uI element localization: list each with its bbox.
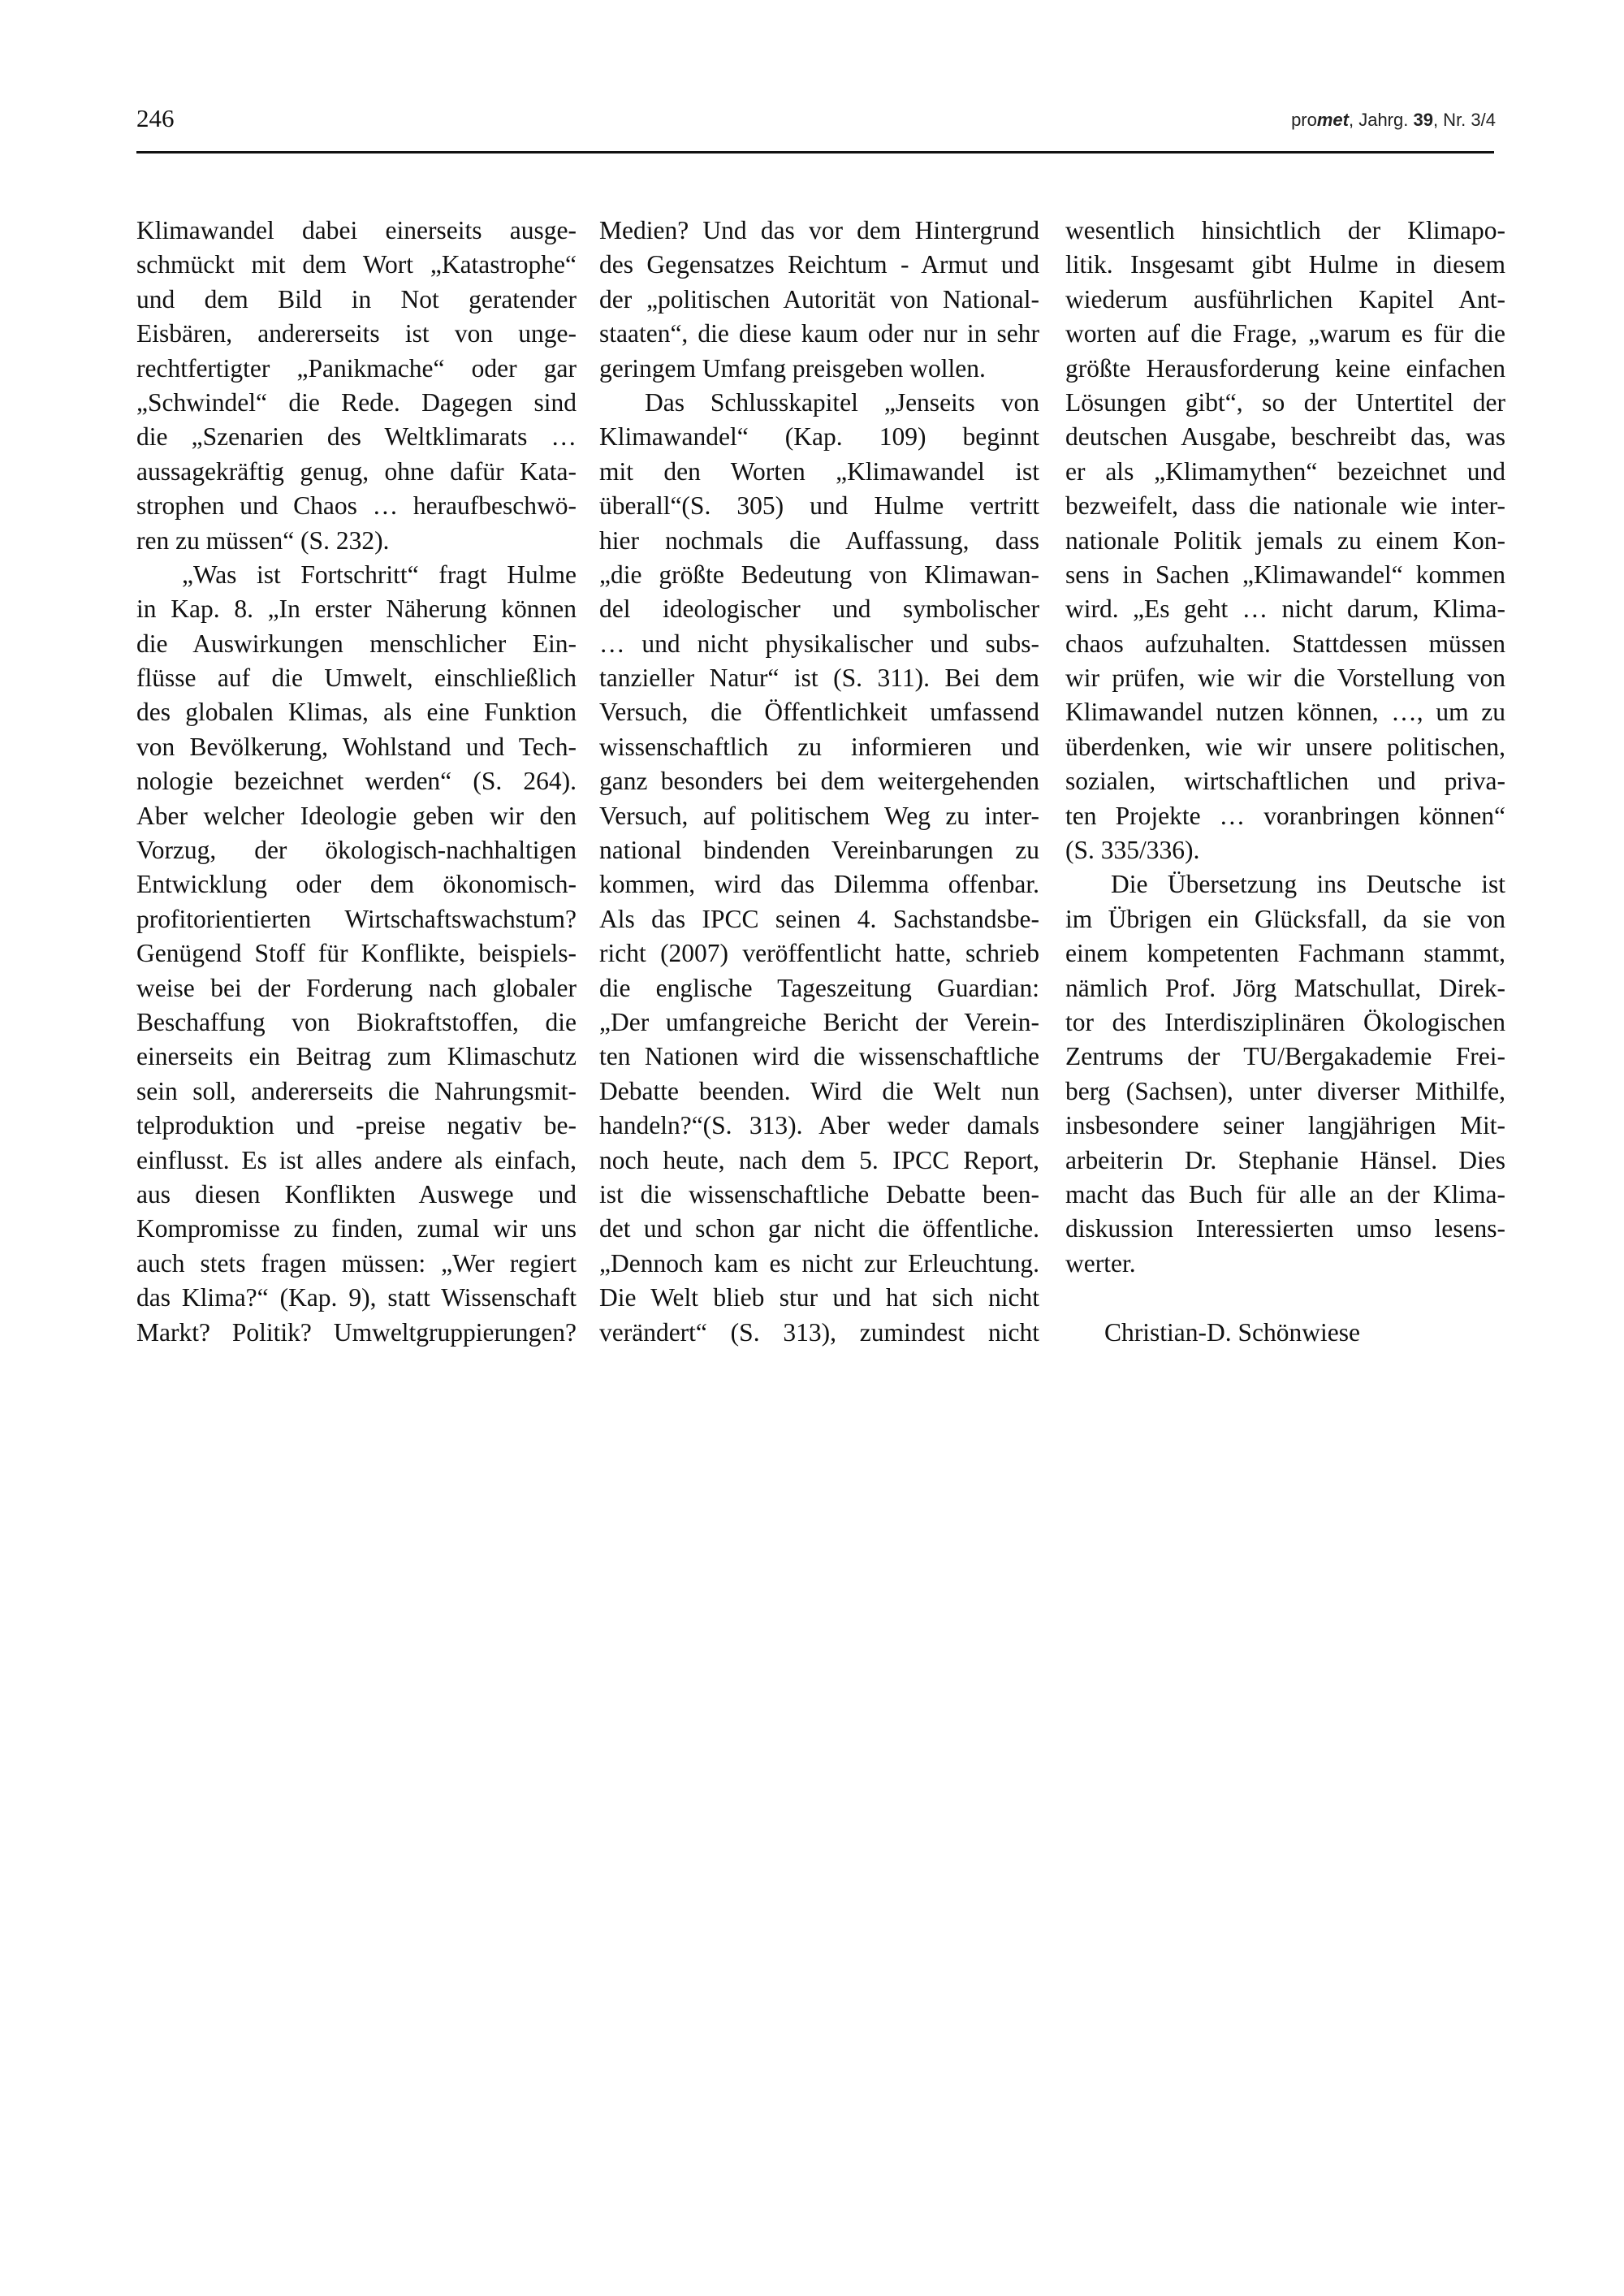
text-line: Kompromisse zu finden, zumal wir uns xyxy=(136,1214,577,1243)
text-column-3 xyxy=(1065,214,1505,1350)
text-line: hier nochmals die Auffassung, dass xyxy=(599,525,1039,555)
text-line: einflusst. Es ist alles andere als einfach, xyxy=(136,1145,577,1174)
text-line: in Kap. 8. „In erster Näherung können xyxy=(136,595,577,624)
text-line: größte Herausforderung keine einfachen xyxy=(1065,353,1505,383)
text-line: „Dennoch kam es nicht zur Erleuchtung. xyxy=(599,1248,1039,1278)
text-line: nämlich Prof. Jörg Matschullat, Direk- xyxy=(1065,973,1505,1002)
text-line: wissenschaftlich zu informieren und xyxy=(599,732,1039,761)
spacer xyxy=(1065,1281,1505,1315)
text-column-2 xyxy=(599,214,1039,1350)
text-line: die Auswirkungen menschlicher Ein- xyxy=(136,629,577,658)
text-line: einem kompetenten Fachmann stammt, xyxy=(1065,939,1505,968)
text-line: schmückt mit dem Wort „Katastrophe“ xyxy=(136,250,577,279)
text-line: Markt? Politik? Umweltgruppierungen? xyxy=(136,1317,577,1347)
text-line: sens in Sachen „Klimawandel“ kommen xyxy=(1065,560,1505,589)
text-line: richt (2007) veröffentlicht hatte, schrieb xyxy=(599,939,1039,968)
text-line: wir prüfen, wie wir die Vorstellung von xyxy=(1065,664,1505,693)
text-line: wiederum ausführlichen Kapitel Ant- xyxy=(1065,284,1505,313)
text-line: arbeiterin Dr. Stephanie Hänsel. Dies xyxy=(1065,1145,1505,1174)
text-line: Das Schlusskapitel „Jenseits von xyxy=(645,387,1039,417)
text-line: Debatte beenden. Wird die Welt nun xyxy=(599,1076,1039,1105)
journal-name-pro: pro xyxy=(1291,110,1317,130)
text-line: Klimawandel“ (Kap. 109) beginnt xyxy=(599,422,1039,452)
text-line: tor des Interdisziplinären Ökologischen xyxy=(1065,1007,1505,1036)
text-line: Zentrums der TU/Bergakademie Frei- xyxy=(1065,1042,1505,1071)
text-column-1 xyxy=(136,214,577,1350)
text-line: nologie bezeichnet werden“ (S. 264). xyxy=(136,767,577,796)
text-line: „Was ist Fortschritt“ fragt Hulme xyxy=(182,560,577,589)
text-line: deutschen Ausgabe, beschreibt das, was xyxy=(1065,422,1505,452)
text-line: telproduktion und -preise negativ be- xyxy=(136,1111,577,1140)
text-line: handeln?“(S. 313). Aber weder damals xyxy=(599,1111,1039,1140)
text-line: und dem Bild in Not geratender xyxy=(136,284,577,313)
text-line: „Der umfangreiche Bericht der Verein- xyxy=(599,1007,1039,1036)
author-signature: Christian-D. Schönwiese xyxy=(1104,1317,1360,1347)
text-line: Versuch, die Öffentlichkeit umfassend xyxy=(599,698,1039,727)
text-line: Klimawandel nutzen können, …, um zu xyxy=(1065,698,1505,727)
text-line: er als „Klimamythen“ bezeichnet und xyxy=(1065,456,1505,486)
journal-year: 39 xyxy=(1413,110,1433,130)
text-line: des globalen Klimas, als eine Funktion xyxy=(136,698,577,727)
text-line: die englische Tageszeitung Guardian: xyxy=(599,973,1039,1002)
text-line: von Bevölkerung, Wohlstand und Tech- xyxy=(136,732,577,761)
text-line: wird. „Es geht … nicht darum, Klima- xyxy=(1065,595,1505,624)
text-line: Vorzug, der ökologisch-nachhaltigen xyxy=(136,836,577,865)
text-line: im Übrigen ein Glücksfall, da sie von xyxy=(1065,904,1505,933)
text-line: Eisbären, andererseits ist von unge- xyxy=(136,319,577,348)
text-line: national bindenden Vereinbarungen zu xyxy=(599,836,1039,865)
text-line: werter. xyxy=(1065,1248,1136,1278)
text-line: … und nicht physikalischer und subs- xyxy=(599,629,1039,658)
text-line: rechtfertigter „Panikmache“ oder gar xyxy=(136,353,577,383)
text-line: ren zu müssen“ (S. 232). xyxy=(136,525,390,555)
text-line: ten Nationen wird die wissenschaftliche xyxy=(599,1042,1039,1071)
text-line: „die größte Bedeutung von Klimawan- xyxy=(599,560,1039,589)
text-line: sozialen, wirtschaftlichen und priva- xyxy=(1065,767,1505,796)
text-line: verändert“ (S. 313), zumindest nicht xyxy=(599,1317,1039,1347)
text-line: „Schwindel“ die Rede. Dagegen sind xyxy=(136,387,577,417)
text-line: aussagekräftig genug, ohne dafür Kata- xyxy=(136,456,577,486)
text-line: Die Welt blieb stur und hat sich nicht xyxy=(599,1283,1039,1312)
text-line: Lösungen gibt“, so der Untertitel der xyxy=(1065,387,1505,417)
text-line: profitorientierten Wirtschaftswachstum? xyxy=(136,904,577,933)
text-line: flüsse auf die Umwelt, einschließlich xyxy=(136,664,577,693)
text-line: Genügend Stoff für Konflikte, beispiels- xyxy=(136,939,577,968)
header-rule xyxy=(136,151,1494,153)
text-line: strophen und Chaos … heraufbeschwö- xyxy=(136,491,577,521)
text-line: ten Projekte … voranbringen können“ xyxy=(1065,801,1505,830)
text-line: der „politischen Autorität von National- xyxy=(599,284,1039,313)
text-line: nationale Politik jemals zu einem Kon- xyxy=(1065,525,1505,555)
text-line: überdenken, wie wir unsere politischen, xyxy=(1065,732,1505,761)
text-line: Aber welcher Ideologie geben wir den xyxy=(136,801,577,830)
text-line: Medien? Und das vor dem Hintergrund xyxy=(599,216,1039,244)
text-line: (S. 335/336). xyxy=(1065,836,1200,865)
text-line: kommen, wird das Dilemma offenbar. xyxy=(599,870,1039,899)
text-line: insbesondere seiner langjährigen Mit- xyxy=(1065,1111,1505,1140)
journal-year-label: , Jahrg. xyxy=(1348,110,1414,130)
text-line: worten auf die Frage, „warum es für die xyxy=(1065,319,1505,348)
page-number: 246 xyxy=(136,104,175,132)
text-line: das Klima?“ (Kap. 9), statt Wissenschaft xyxy=(136,1283,577,1312)
text-line: ist die wissenschaftliche Debatte been- xyxy=(599,1179,1039,1209)
text-line: Als das IPCC seinen 4. Sachstandsbe- xyxy=(599,904,1039,933)
text-line: diskussion Interessierten umso lesens- xyxy=(1065,1214,1505,1243)
text-line: ganz besonders bei dem weitergehenden xyxy=(599,767,1039,796)
journal-name-met: met xyxy=(1316,110,1349,130)
text-line: Entwicklung oder dem ökonomisch- xyxy=(136,870,577,899)
text-line: Die Übersetzung ins Deutsche ist xyxy=(1111,870,1505,899)
text-line: mit den Worten „Klimawandel ist xyxy=(599,456,1039,486)
text-line: weise bei der Forderung nach globaler xyxy=(136,973,577,1002)
text-line: macht das Buch für alle an der Klima- xyxy=(1065,1179,1505,1209)
text-line: litik. Insgesamt gibt Hulme in diesem xyxy=(1065,250,1505,279)
text-line: wesentlich hinsichtlich der Klimapo- xyxy=(1065,216,1505,244)
text-line: überall“(S. 305) und Hulme vertritt xyxy=(599,491,1039,521)
text-line: det und schon gar nicht die öffentliche. xyxy=(599,1214,1039,1243)
text-line: des Gegensatzes Reichtum - Armut und xyxy=(599,250,1039,279)
journal-reference xyxy=(1291,109,1496,132)
text-line: Beschaffung von Biokraftstoffen, die xyxy=(136,1007,577,1036)
journal-issue: , Nr. 3/4 xyxy=(1432,110,1496,130)
text-line: die „Szenarien des Weltklimarats … xyxy=(136,422,577,452)
text-line: Klimawandel dabei einerseits ausge- xyxy=(136,216,577,244)
text-line: noch heute, nach dem 5. IPCC Report, xyxy=(599,1145,1039,1174)
text-line: aus diesen Konflikten Auswege und xyxy=(136,1179,577,1209)
text-line: auch stets fragen müssen: „Wer regiert xyxy=(136,1248,577,1278)
text-line: tanzieller Natur“ ist (S. 311). Bei dem xyxy=(599,664,1039,693)
text-line: chaos aufzuhalten. Stattdessen müssen xyxy=(1065,629,1505,658)
text-line: bezweifelt, dass die nationale wie inter- xyxy=(1065,491,1505,521)
text-line: Versuch, auf politischem Weg zu inter- xyxy=(599,801,1039,830)
text-line: del ideologischer und symbolischer xyxy=(599,595,1039,624)
text-line: staaten“, die diese kaum oder nur in sehr xyxy=(599,319,1039,348)
text-line: geringem Umfang preisgeben wollen. xyxy=(599,353,986,383)
text-line: berg (Sachsen), unter diverser Mithilfe, xyxy=(1065,1076,1505,1105)
text-line: einerseits ein Beitrag zum Klimaschutz xyxy=(136,1042,577,1071)
text-line: sein soll, andererseits die Nahrungsmit- xyxy=(136,1076,577,1105)
